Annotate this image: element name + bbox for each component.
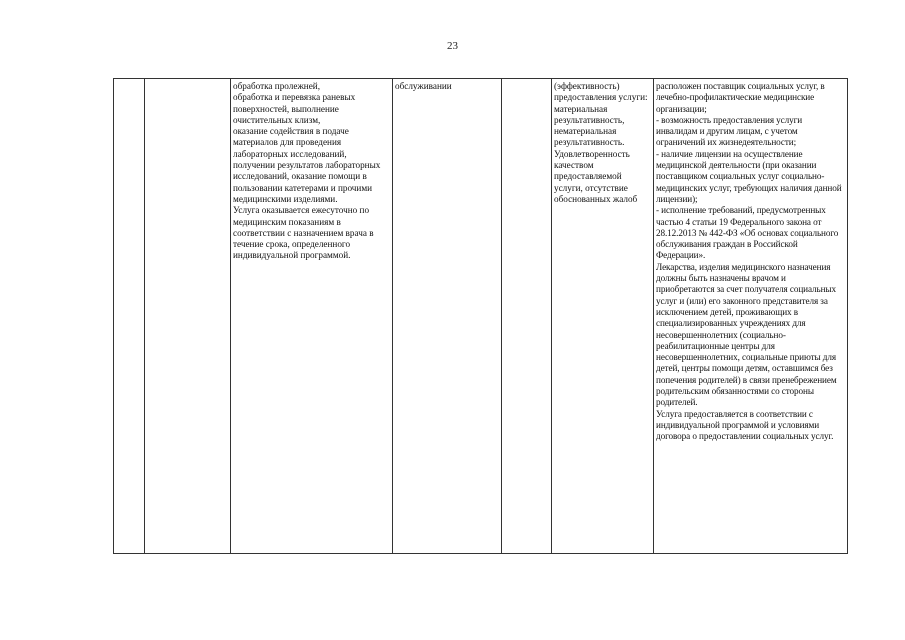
cell-index bbox=[114, 79, 145, 554]
cell-service-form: обслуживании bbox=[393, 79, 502, 554]
services-table bbox=[113, 78, 848, 554]
conditions-paragraph: Лекарства, изделия медицинского назначения должны быть назначены врачом и приобретаются за счет получателя социальных услуг и (или) его законного представителя за исключением детей, проживающих в специализированных учреждениях для несовершеннолетних (социально-реабилитационные центры для несовершеннолетних, социальные приюты для детей, центры помощи детям, оставшимся без попечения родителей) в связи пренебрежением родительским обязанностями со стороны родителей. bbox=[656, 261, 837, 408]
conditions-paragraph: Услуга предоставляется в соответствии с индивидуальной программой и условиями договора о предоставлении социальных услуг. bbox=[656, 408, 834, 442]
cell-service-name bbox=[145, 79, 231, 554]
cell-empty bbox=[502, 79, 552, 554]
conditions-paragraph: - наличие лицензии на осуществление медицинской деятельности (при оказании поставщиком социальных услуг социально-медицинских услуг, требующих наличия данной лицензии); bbox=[656, 148, 842, 204]
cell-effectiveness: (эффективность) предоставления услуги: материальная результативность, нематериальная результативность. Удовлетворенность качеством предоставляемой услуги, отсутствие обоснованных жалоб bbox=[552, 79, 654, 554]
page-number: 23 bbox=[447, 40, 458, 52]
conditions-paragraph: - исполнение требований, предусмотренных частью 4 статьи 19 Федерального закона от 28.12.2013 № 442-ФЗ «Об основах социального обслуживания граждан в Российской Федерации». bbox=[656, 205, 839, 261]
conditions-paragraph: - возможность предоставления услуги инвалидам и другим лицам, с учетом ограничений их жизнедеятельности; bbox=[656, 114, 803, 148]
table-row bbox=[114, 79, 848, 554]
conditions-paragraph: расположен поставщик социальных услуг, в лечебно-профилактические медицинские организации; bbox=[656, 81, 825, 114]
cell-conditions bbox=[654, 79, 848, 554]
cell-service-description: обработка пролежней, обработка и перевязка раневых поверхностей, выполнение очистительных клизм, оказание содействия в подаче материалов для проведения лабораторных исследований, получении результатов лабораторных исследований, оказание помощи в пользовании катетерами и прочими медицинскими изделиями. Услуга оказывается ежесуточно по медицинским показаниям в соответствии с назначением врача в течение срока, определенного индивидуальной программой. bbox=[231, 79, 393, 554]
